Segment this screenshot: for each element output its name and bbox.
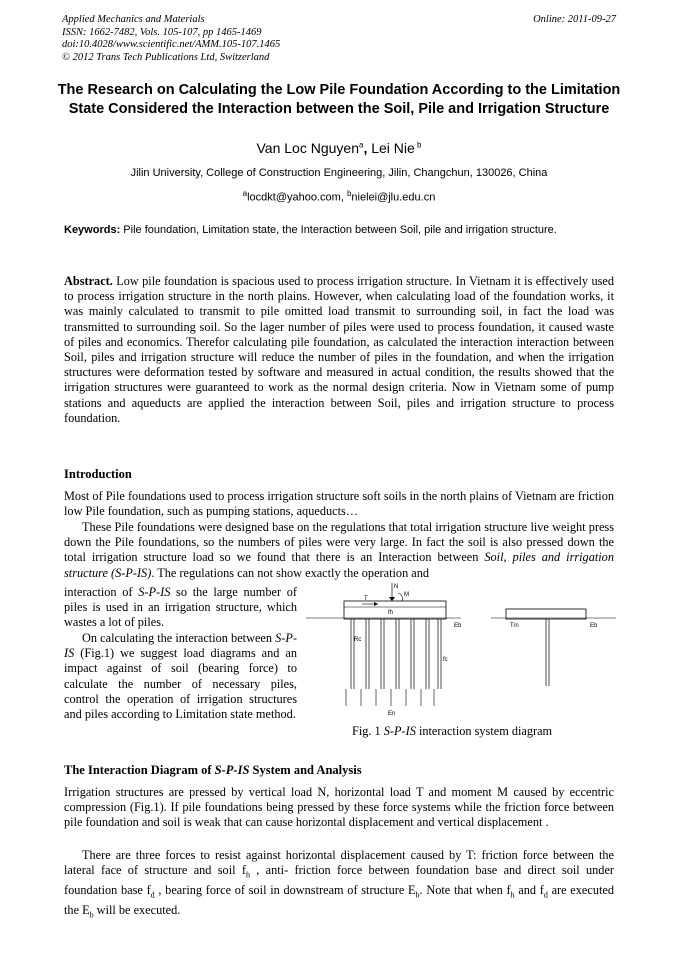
abstract-text: Low pile foundation is spacious used to process irrigation structure. In Vietnam it is effectively used to process irrigation structure in the north plains. However, when calculating load of the foundation works, it was mainly calculated to transmit to pile omitted load transmit to surrounding soil, in fact the load was transmitted to surrounding soil. So the lager number of piles were used to process foundation, it caused waste of piles and economics. Therefor calculating pile foundation, as calculated the interaction interaction between Soil, piles and irrigation structure will reduce the number of piles in the foundation, and when the irrigation structures were deformation tested by software and measured in actual condition, the results showed that the irrigation structures were guaranteed to work as the normal design criteria. Now in Vietnam some of pump stations and aqueducts are applied the interaction between Soil, piles and irrigation structure to process foundation. bbox=[64, 274, 614, 425]
section2-p2 bbox=[64, 848, 614, 922]
label-eb: Eb bbox=[454, 623, 462, 629]
s2p2-sub6: b bbox=[89, 909, 94, 919]
issn: ISSN: 1662-7482, Vols. 105-107, pp 1465-1469 bbox=[62, 26, 262, 38]
fig-caption-italic: S-P-IS bbox=[383, 724, 416, 738]
journal-header bbox=[62, 14, 616, 64]
s2p2-b: , anti- friction force between foundation base and direct soil under foundation base f bbox=[64, 863, 615, 897]
intro-p3-b: so the large number of piles is used in an irrigation structure, which wastes a lot of piles. bbox=[64, 585, 297, 630]
piles-group bbox=[351, 619, 441, 689]
label-fc: fc bbox=[443, 657, 448, 663]
intro-p1: Most of Pile foundations used to process irrigation structure soft soils in the north plains of Vietnam are friction low Pile foundation, such as pumping stations, aqueducts… bbox=[64, 489, 614, 519]
sec2-heading-italic: S-P-IS bbox=[214, 763, 250, 777]
s2p2-c: , bearing force of soil in downstream of structure E bbox=[154, 882, 416, 897]
email-2: nielei@jlu.edu.cn bbox=[351, 191, 436, 204]
sec2-heading-pre: The Interaction Diagram of bbox=[64, 763, 215, 777]
author-2-sup: b bbox=[414, 140, 422, 150]
keywords bbox=[64, 223, 614, 238]
fig-caption-post: interaction system diagram bbox=[415, 724, 553, 738]
s2p2-e: and f bbox=[514, 882, 544, 897]
intro-p4-italic: S-P-IS bbox=[64, 631, 297, 661]
email-1: locdkt@yahoo.com, bbox=[247, 191, 347, 204]
affiliation: Jilin University, College of Construction Engineering, Jilin, Changchun, 130026, China bbox=[130, 167, 548, 179]
s2p2-sub5: d bbox=[543, 890, 548, 900]
keywords-text: Pile foundation, Limitation state, the Interaction between Soil, pile and irrigation structure. bbox=[120, 224, 557, 236]
author-1: Van Loc Nguyen bbox=[256, 140, 359, 156]
s2p2-sub4: h bbox=[510, 890, 515, 900]
abstract-label: Abstract. bbox=[64, 274, 113, 288]
author-sep: , bbox=[363, 140, 372, 156]
s2p2-sub2: d bbox=[150, 890, 155, 900]
fig-caption-pre: Fig. 1 bbox=[352, 724, 384, 738]
author-2: Lei Nie bbox=[371, 140, 415, 156]
intro-p2 bbox=[64, 520, 614, 581]
intro-p2-text: These Pile foundations were designed base on the regulations that total irrigation structure live weight press down the Pile foundations, so the numbers of piles were very large. In fact the soil is also pressed down the total irrigation structure load so we found that there is an Interaction between bbox=[64, 520, 614, 565]
intro-p3 bbox=[64, 585, 297, 631]
s2p2-g: will be executed. bbox=[93, 902, 181, 917]
authors bbox=[0, 140, 678, 156]
intro-p2-italic: Soil, piles and irrigation structure (S-P-IS) bbox=[64, 550, 614, 580]
email-2-sup: b bbox=[346, 189, 352, 198]
single-pile-cap bbox=[506, 609, 586, 619]
paper-title: The Research on Calculating the Low Pile Foundation According to the Limitation State Considered the Interaction between the Soil, Pile and Irrigation Structure bbox=[57, 82, 621, 117]
label-t: T bbox=[364, 596, 368, 602]
keywords-label: Keywords: bbox=[64, 224, 121, 236]
label-rc: Rc bbox=[354, 637, 362, 643]
foundation-slab bbox=[344, 601, 446, 619]
figure-caption bbox=[352, 724, 552, 739]
intro-p4-b: (Fig.1) we suggest load diagrams and an impact against of soil (bearing force) to calculate the number of necessary piles, control the operation of irrigation structures and piles according to Limitation state method. bbox=[64, 646, 297, 722]
s2p2-d: . Note that when f bbox=[419, 882, 511, 897]
journal-name: Applied Mechanics and Materials bbox=[62, 14, 205, 25]
s2p2-a: There are three forces to resist against horizontal displacement caused by T: friction force between the lateral face of structure and soil f bbox=[64, 848, 614, 878]
intro-heading: Introduction bbox=[64, 467, 132, 481]
author-1-sup: a bbox=[358, 140, 364, 150]
intro-p3-italic: S-P-IS bbox=[138, 585, 171, 599]
label-eb-2: Eb bbox=[590, 623, 598, 629]
label-n: N bbox=[394, 584, 399, 590]
interaction-diagram bbox=[306, 581, 616, 721]
intro-p2-end: . The regulations can not show exactly the operation and bbox=[151, 565, 430, 580]
reaction-arrows bbox=[346, 689, 434, 706]
copyright: © 2012 Trans Tech Publications Ltd, Switzerland bbox=[62, 51, 270, 63]
emails bbox=[0, 189, 678, 204]
intro-p3-a: interaction of bbox=[64, 585, 139, 599]
online-date: Online: 2011-09-27 bbox=[533, 14, 616, 25]
intro-p4-a: On calculating the interaction between bbox=[82, 631, 276, 645]
section2-p1: Irrigation structures are pressed by vertical load N, horizontal load T and moment M caused by eccentric compression (Fig.1). If pile foundations being pressed by these force systems while the friction force between pile foundation and soil is weak that can cause horizontal displacement and vertical displacement . bbox=[64, 785, 614, 830]
moment-arc bbox=[398, 593, 402, 601]
label-fh: fh bbox=[388, 610, 394, 616]
intro-p4 bbox=[64, 631, 297, 722]
section2-heading bbox=[64, 763, 362, 778]
label-tn: T/n bbox=[510, 623, 519, 629]
label-m: M bbox=[404, 592, 409, 598]
sec2-heading-post: System and Analysis bbox=[249, 763, 362, 777]
abstract bbox=[64, 274, 614, 426]
email-1-sup: a bbox=[242, 189, 248, 198]
label-en: En bbox=[388, 711, 396, 717]
s2p2-sub1: h bbox=[245, 870, 250, 880]
doi: doi:10.4028/www.scientific.net/AMM.105-107.1465 bbox=[62, 39, 281, 50]
s2p2-f: are executed the E bbox=[64, 882, 615, 917]
s2p2-sub3: b bbox=[415, 890, 420, 900]
